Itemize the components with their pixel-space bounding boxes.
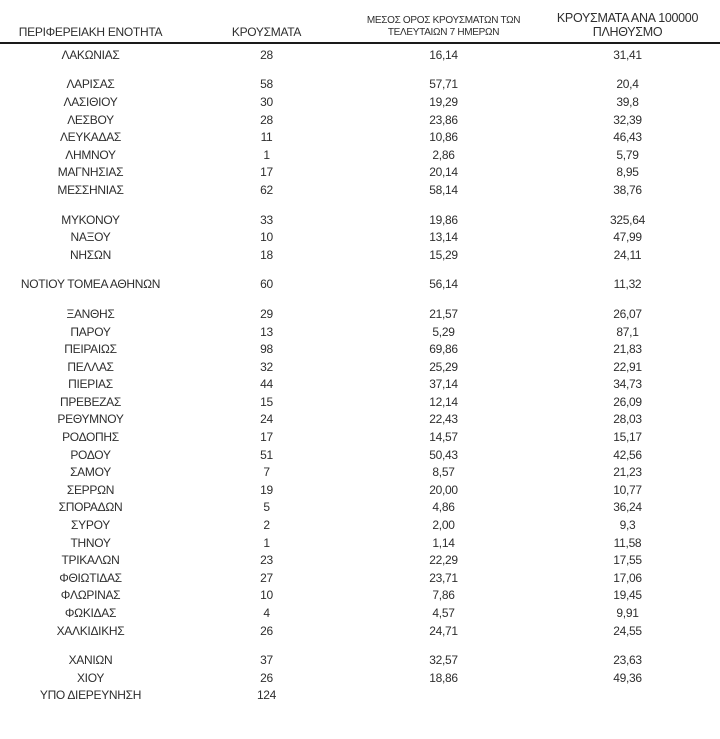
cases-cell: 30 xyxy=(260,94,273,109)
col-header-per-100k-line2: ΠΛΗΘΥΣΜΟ xyxy=(592,25,663,39)
cases-cell: 60 xyxy=(260,277,273,292)
cases-cell: 1 xyxy=(263,147,270,162)
region-cell: ΝΟΤΙΟΥ ΤΟΜΕΑ ΑΘΗΝΩΝ xyxy=(20,277,161,292)
per-100k-cell: 9,91 xyxy=(616,606,639,621)
avg-7day-cell: 12,14 xyxy=(429,394,458,409)
region-cell: ΛΑΚΩΝΙΑΣ xyxy=(61,47,120,62)
table-row xyxy=(0,516,720,534)
per-100k-cell: 21,23 xyxy=(613,465,642,480)
cases-cell: 2 xyxy=(263,518,270,533)
table-row xyxy=(0,358,720,376)
per-100k-cell: 24,55 xyxy=(613,623,642,638)
cases-cell: 62 xyxy=(260,182,273,197)
table-row xyxy=(0,340,720,358)
avg-7day-cell: 22,43 xyxy=(429,412,458,427)
cases-cell: 26 xyxy=(260,623,273,638)
per-100k-cell: 22,91 xyxy=(613,359,642,374)
avg-7day-cell: 24,71 xyxy=(429,623,458,638)
col-header-cases-label: ΚΡΟΥΣΜΑΤΑ xyxy=(231,25,302,39)
per-100k-cell: 15,17 xyxy=(613,430,642,445)
cases-cell: 17 xyxy=(260,165,273,180)
table-row xyxy=(0,651,720,669)
region-cell: ΣΥΡΟΥ xyxy=(71,518,110,533)
region-cell: ΜΑΓΝΗΣΙΑΣ xyxy=(57,165,124,180)
region-cell: ΛΕΥΚΑΔΑΣ xyxy=(59,130,122,145)
table-row xyxy=(0,446,720,464)
per-100k-cell: 11,58 xyxy=(613,535,642,550)
cases-cell: 27 xyxy=(260,570,273,585)
cases-cell: 24 xyxy=(260,412,273,427)
table-row xyxy=(0,93,720,111)
group-spacer xyxy=(0,199,720,211)
per-100k-cell: 20,4 xyxy=(616,77,639,92)
table-row xyxy=(0,604,720,622)
region-cell: ΡΟΔΟΠΗΣ xyxy=(62,430,119,445)
cases-cell: 28 xyxy=(260,112,273,127)
avg-7day-cell: 20,00 xyxy=(429,482,458,497)
table-row xyxy=(0,181,720,199)
avg-7day-cell: 23,86 xyxy=(429,112,458,127)
cases-cell: 28 xyxy=(260,47,273,62)
table-row xyxy=(0,164,720,182)
region-cell: ΞΑΝΘΗΣ xyxy=(66,306,115,321)
cases-cell: 98 xyxy=(260,342,273,357)
cases-cell: 5 xyxy=(263,500,270,515)
table-row xyxy=(0,376,720,394)
cases-cell: 1 xyxy=(263,535,270,550)
table-row xyxy=(0,128,720,146)
table-header xyxy=(0,0,720,44)
per-100k-cell: 34,73 xyxy=(613,377,642,392)
region-cell: ΜΥΚΟΝΟΥ xyxy=(61,212,120,227)
table-row xyxy=(0,481,720,499)
region-cell: ΦΛΩΡΙΝΑΣ xyxy=(60,588,121,603)
table-row xyxy=(0,551,720,569)
avg-7day-cell: 19,86 xyxy=(429,212,458,227)
table-row xyxy=(0,228,720,246)
table-row xyxy=(0,569,720,587)
per-100k-cell: 32,39 xyxy=(613,112,642,127)
region-cell: ΣΕΡΡΩΝ xyxy=(66,482,115,497)
cases-cell: 7 xyxy=(263,465,270,480)
group-spacer xyxy=(0,264,720,276)
table-row xyxy=(0,146,720,164)
group-spacer xyxy=(0,639,720,651)
region-cell: ΛΑΣΙΘΙΟΥ xyxy=(63,94,118,109)
avg-7day-cell: 20,14 xyxy=(429,165,458,180)
avg-7day-cell: 69,86 xyxy=(429,342,458,357)
region-cell: ΝΑΞΟΥ xyxy=(70,230,111,245)
table-row xyxy=(0,46,720,64)
avg-7day-cell: 50,43 xyxy=(429,447,458,462)
per-100k-cell: 5,79 xyxy=(616,147,639,162)
region-cell: ΝΗΣΩΝ xyxy=(70,247,111,262)
per-100k-cell: 325,64 xyxy=(610,212,645,227)
cases-cell: 10 xyxy=(260,588,273,603)
table-row xyxy=(0,534,720,552)
table-body xyxy=(0,44,720,704)
cases-cell: 15 xyxy=(260,394,273,409)
per-100k-cell: 24,11 xyxy=(613,247,642,262)
col-header-per-100k-line1: ΚΡΟΥΣΜΑΤΑ ΑΝΑ 100000 xyxy=(556,11,699,25)
avg-7day-cell: 13,14 xyxy=(429,230,458,245)
per-100k-cell: 23,63 xyxy=(613,653,642,668)
col-header-avg-7day-line1: ΜΕΣΟΣ ΟΡΟΣ ΚΡΟΥΣΜΑΤΩΝ ΤΩΝ xyxy=(366,15,521,26)
per-100k-cell: 17,06 xyxy=(613,570,642,585)
region-cell: ΣΠΟΡΑΔΩΝ xyxy=(58,500,123,515)
region-cell: ΦΘΙΩΤΙΔΑΣ xyxy=(59,570,122,585)
per-100k-cell: 36,24 xyxy=(613,500,642,515)
avg-7day-cell: 5,29 xyxy=(432,324,455,339)
per-100k-cell: 19,45 xyxy=(613,588,642,603)
col-header-cases xyxy=(181,26,352,39)
cases-cell: 37 xyxy=(260,653,273,668)
cases-cell: 19 xyxy=(260,482,273,497)
cases-cell: 11 xyxy=(260,130,273,145)
avg-7day-cell: 23,71 xyxy=(429,570,458,585)
per-100k-cell: 31,41 xyxy=(613,47,642,62)
cases-cell: 13 xyxy=(260,324,273,339)
table-row xyxy=(0,669,720,687)
table-row xyxy=(0,323,720,341)
avg-7day-cell: 2,00 xyxy=(432,518,455,533)
table-row xyxy=(0,211,720,229)
cases-cell: 26 xyxy=(260,670,273,685)
col-header-avg-7day-line2: ΤΕΛΕΥΤΑΙΩΝ 7 ΗΜΕΡΩΝ xyxy=(387,27,500,38)
per-100k-cell: 47,99 xyxy=(613,230,642,245)
col-header-avg-7day xyxy=(352,15,535,39)
avg-7day-cell: 15,29 xyxy=(429,247,458,262)
avg-7day-cell: 4,86 xyxy=(432,500,455,515)
per-100k-cell: 11,32 xyxy=(613,277,642,292)
region-cell: ΛΑΡΙΣΑΣ xyxy=(66,77,115,92)
table-row xyxy=(0,687,720,705)
cases-cell: 33 xyxy=(260,212,273,227)
per-100k-cell: 26,09 xyxy=(613,394,642,409)
avg-7day-cell: 8,57 xyxy=(432,465,455,480)
table-row xyxy=(0,463,720,481)
avg-7day-cell: 22,29 xyxy=(429,553,458,568)
per-100k-cell: 26,07 xyxy=(613,306,642,321)
avg-7day-cell: 7,86 xyxy=(432,588,455,603)
region-cell: ΠΡΕΒΕΖΑΣ xyxy=(59,394,122,409)
region-cell: ΛΕΣΒΟΥ xyxy=(67,112,114,127)
table-row xyxy=(0,393,720,411)
per-100k-cell: 38,76 xyxy=(613,182,642,197)
cases-cell: 18 xyxy=(260,247,273,262)
region-cell: ΡΟΔΟΥ xyxy=(70,447,111,462)
avg-7day-cell: 19,29 xyxy=(429,94,458,109)
table-row xyxy=(0,428,720,446)
region-cell: ΧΙΟΥ xyxy=(76,670,105,685)
table-row xyxy=(0,111,720,129)
avg-7day-cell: 25,29 xyxy=(429,359,458,374)
avg-7day-cell: 56,14 xyxy=(429,277,458,292)
region-cell: ΠΕΛΛΑΣ xyxy=(67,359,114,374)
group-spacer xyxy=(0,64,720,76)
region-cell: ΜΕΣΣΗΝΙΑΣ xyxy=(57,182,124,197)
per-100k-cell: 28,03 xyxy=(613,412,642,427)
table-row xyxy=(0,499,720,517)
region-cell: ΠΑΡΟΥ xyxy=(70,324,111,339)
per-100k-cell: 17,55 xyxy=(613,553,642,568)
region-cell: ΣΑΜΟΥ xyxy=(70,465,111,480)
cases-cell: 124 xyxy=(256,688,277,703)
per-100k-cell: 46,43 xyxy=(613,130,642,145)
avg-7day-cell: 4,57 xyxy=(432,606,455,621)
per-100k-cell: 42,56 xyxy=(613,447,642,462)
region-cell: ΡΕΘΥΜΝΟΥ xyxy=(57,412,124,427)
avg-7day-cell: 16,14 xyxy=(429,47,458,62)
per-100k-cell: 49,36 xyxy=(613,670,642,685)
region-cell: ΦΩΚΙΔΑΣ xyxy=(64,606,117,621)
table-row xyxy=(0,587,720,605)
avg-7day-cell: 32,57 xyxy=(429,653,458,668)
region-cell: ΠΕΙΡΑΙΩΣ xyxy=(64,342,117,357)
cases-cell: 44 xyxy=(260,377,273,392)
per-100k-cell: 10,77 xyxy=(613,482,642,497)
per-100k-cell: 9,3 xyxy=(619,518,636,533)
col-header-region xyxy=(0,26,181,39)
cases-cell: 23 xyxy=(260,553,273,568)
table-row xyxy=(0,76,720,94)
region-cell: ΤΡΙΚΑΛΩΝ xyxy=(61,553,120,568)
region-cell: ΧΑΝΙΩΝ xyxy=(68,653,113,668)
avg-7day-cell: 1,14 xyxy=(432,535,455,550)
table-row xyxy=(0,622,720,640)
cases-cell: 32 xyxy=(260,359,273,374)
avg-7day-cell: 14,57 xyxy=(429,430,458,445)
per-100k-cell: 87,1 xyxy=(616,324,639,339)
table-row xyxy=(0,305,720,323)
per-100k-cell: 21,83 xyxy=(613,342,642,357)
per-100k-cell: 39,8 xyxy=(616,94,639,109)
avg-7day-cell: 2,86 xyxy=(432,147,455,162)
cases-cell: 58 xyxy=(260,77,273,92)
avg-7day-cell: 57,71 xyxy=(429,77,458,92)
avg-7day-cell: 58,14 xyxy=(429,182,458,197)
group-spacer xyxy=(0,293,720,305)
avg-7day-cell: 18,86 xyxy=(429,670,458,685)
per-100k-cell: 8,95 xyxy=(616,165,639,180)
region-cell: ΛΗΜΝΟΥ xyxy=(65,147,116,162)
region-cell: ΧΑΛΚΙΔΙΚΗΣ xyxy=(56,623,125,638)
col-header-region-label: ΠΕΡΙΦΕΡΕΙΑΚΗ ΕΝΟΤΗΤΑ xyxy=(18,25,163,39)
cases-cell: 10 xyxy=(260,230,273,245)
avg-7day-cell: 37,14 xyxy=(429,377,458,392)
table-row xyxy=(0,276,720,294)
cases-cell: 29 xyxy=(260,306,273,321)
table-row xyxy=(0,411,720,429)
region-cell: ΠΙΕΡΙΑΣ xyxy=(68,377,113,392)
col-header-per-100k xyxy=(535,11,720,39)
cases-cell: 17 xyxy=(260,430,273,445)
region-cell: ΥΠΟ ΔΙΕΡΕΥΝΗΣΗ xyxy=(39,688,142,703)
avg-7day-cell: 21,57 xyxy=(429,306,458,321)
cases-cell: 51 xyxy=(260,447,273,462)
table-row xyxy=(0,246,720,264)
cases-cell: 4 xyxy=(263,606,270,621)
avg-7day-cell: 10,86 xyxy=(429,130,458,145)
region-cell: ΤΗΝΟΥ xyxy=(70,535,111,550)
